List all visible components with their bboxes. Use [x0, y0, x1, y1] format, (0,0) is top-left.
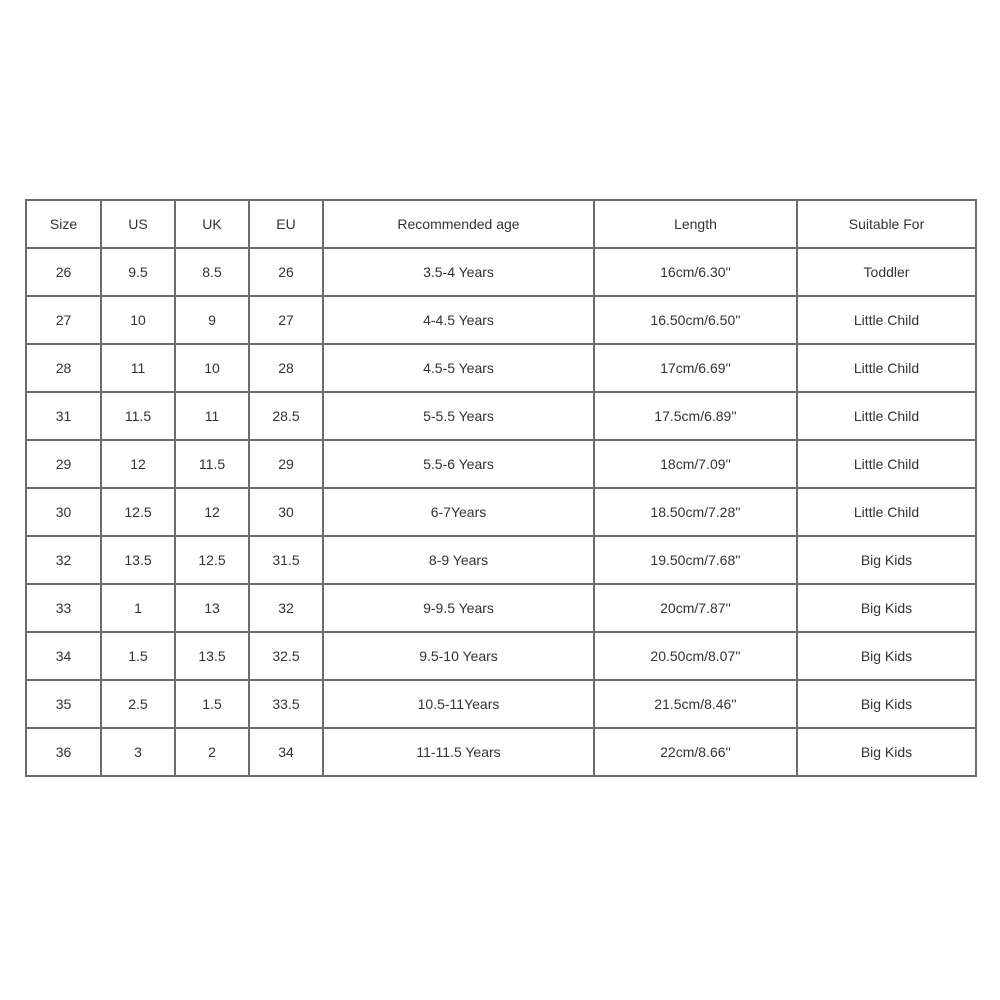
cell-size: 32: [26, 536, 101, 584]
cell-suitable-for: Big Kids: [797, 728, 976, 776]
cell-size: 30: [26, 488, 101, 536]
cell-size: 28: [26, 344, 101, 392]
table-row: [26, 488, 976, 536]
cell-eu: 26: [249, 248, 323, 296]
table-row: [26, 440, 976, 488]
cell-uk: 12.5: [175, 536, 249, 584]
cell-uk: 13.5: [175, 632, 249, 680]
cell-eu: 28: [249, 344, 323, 392]
cell-suitable-for: Little Child: [797, 392, 976, 440]
header-length: Length: [594, 200, 797, 248]
table-header-row: [26, 200, 976, 248]
cell-recommended-age: 11-11.5 Years: [323, 728, 594, 776]
cell-size: 36: [26, 728, 101, 776]
cell-size: 34: [26, 632, 101, 680]
cell-suitable-for: Toddler: [797, 248, 976, 296]
table-row: [26, 536, 976, 584]
table-body: [26, 248, 976, 776]
cell-size: 27: [26, 296, 101, 344]
cell-us: 9.5: [101, 248, 175, 296]
cell-uk: 11.5: [175, 440, 249, 488]
cell-uk: 2: [175, 728, 249, 776]
cell-us: 1: [101, 584, 175, 632]
cell-eu: 28.5: [249, 392, 323, 440]
cell-recommended-age: 4-4.5 Years: [323, 296, 594, 344]
cell-recommended-age: 4.5-5 Years: [323, 344, 594, 392]
cell-eu: 32.5: [249, 632, 323, 680]
cell-size: 29: [26, 440, 101, 488]
cell-eu: 32: [249, 584, 323, 632]
cell-uk: 11: [175, 392, 249, 440]
cell-us: 3: [101, 728, 175, 776]
cell-eu: 27: [249, 296, 323, 344]
header-size: Size: [26, 200, 101, 248]
cell-eu: 31.5: [249, 536, 323, 584]
cell-us: 13.5: [101, 536, 175, 584]
cell-suitable-for: Little Child: [797, 344, 976, 392]
table-row: [26, 392, 976, 440]
cell-recommended-age: 8-9 Years: [323, 536, 594, 584]
cell-recommended-age: 10.5-11Years: [323, 680, 594, 728]
cell-size: 31: [26, 392, 101, 440]
cell-length: 16.50cm/6.50'': [594, 296, 797, 344]
cell-us: 12: [101, 440, 175, 488]
cell-uk: 12: [175, 488, 249, 536]
cell-us: 12.5: [101, 488, 175, 536]
cell-length: 16cm/6.30'': [594, 248, 797, 296]
cell-length: 18.50cm/7.28'': [594, 488, 797, 536]
cell-us: 11: [101, 344, 175, 392]
header-suitable-for: Suitable For: [797, 200, 976, 248]
cell-recommended-age: 6-7Years: [323, 488, 594, 536]
size-chart-table: [25, 199, 977, 777]
cell-uk: 8.5: [175, 248, 249, 296]
cell-suitable-for: Little Child: [797, 488, 976, 536]
cell-size: 33: [26, 584, 101, 632]
cell-size: 26: [26, 248, 101, 296]
table-row: [26, 728, 976, 776]
cell-uk: 10: [175, 344, 249, 392]
header-us: US: [101, 200, 175, 248]
cell-length: 17cm/6.69'': [594, 344, 797, 392]
cell-size: 35: [26, 680, 101, 728]
cell-length: 21.5cm/8.46'': [594, 680, 797, 728]
table-row: [26, 344, 976, 392]
cell-suitable-for: Big Kids: [797, 632, 976, 680]
cell-us: 1.5: [101, 632, 175, 680]
cell-suitable-for: Little Child: [797, 440, 976, 488]
cell-length: 20.50cm/8.07'': [594, 632, 797, 680]
cell-uk: 9: [175, 296, 249, 344]
header-recommended-age: Recommended age: [323, 200, 594, 248]
cell-length: 20cm/7.87'': [594, 584, 797, 632]
table-row: [26, 632, 976, 680]
cell-eu: 33.5: [249, 680, 323, 728]
cell-length: 22cm/8.66'': [594, 728, 797, 776]
header-eu: EU: [249, 200, 323, 248]
cell-us: 11.5: [101, 392, 175, 440]
cell-eu: 34: [249, 728, 323, 776]
cell-recommended-age: 5-5.5 Years: [323, 392, 594, 440]
cell-recommended-age: 5.5-6 Years: [323, 440, 594, 488]
cell-uk: 1.5: [175, 680, 249, 728]
header-uk: UK: [175, 200, 249, 248]
cell-suitable-for: Big Kids: [797, 584, 976, 632]
cell-recommended-age: 9.5-10 Years: [323, 632, 594, 680]
table-row: [26, 296, 976, 344]
table-row: [26, 680, 976, 728]
cell-suitable-for: Little Child: [797, 296, 976, 344]
cell-us: 2.5: [101, 680, 175, 728]
cell-recommended-age: 3.5-4 Years: [323, 248, 594, 296]
cell-eu: 30: [249, 488, 323, 536]
cell-uk: 13: [175, 584, 249, 632]
cell-suitable-for: Big Kids: [797, 680, 976, 728]
cell-suitable-for: Big Kids: [797, 536, 976, 584]
cell-length: 19.50cm/7.68'': [594, 536, 797, 584]
cell-eu: 29: [249, 440, 323, 488]
table-row: [26, 248, 976, 296]
cell-length: 18cm/7.09'': [594, 440, 797, 488]
cell-length: 17.5cm/6.89'': [594, 392, 797, 440]
cell-recommended-age: 9-9.5 Years: [323, 584, 594, 632]
table-row: [26, 584, 976, 632]
cell-us: 10: [101, 296, 175, 344]
